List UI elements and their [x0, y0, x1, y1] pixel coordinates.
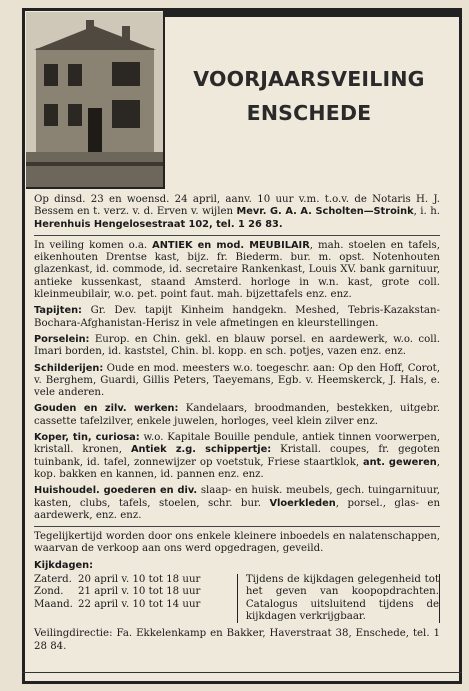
section-text2: , porsel., glas- en aardewerk, enz. enz. — [34, 497, 441, 521]
offer-text2: , mah. stoelen en tafels, eikenhouten Drentse kast, bijz. fr. Biederm. bur. m. opst. Notenhouten glazenkast, id. commode, id. secretaire Rankenkast, Louis XV. bank garnituur, antieke kussenkast, staand Amsterd. horloge in w.n. kast, grote coll. kleinmeubilair, w.o. pet. point faut. mah. bijzettafels enz. enz. — [34, 239, 440, 301]
section-paintings — [34, 363, 440, 400]
section-silver — [34, 403, 440, 428]
top-rule — [163, 8, 462, 17]
section-text: Kandelaars, broodmanden, bestekken, uitgebr. cassette tafelzilver, enkele juwelen, horloges, veel klein zilver enz. — [34, 403, 440, 427]
viewing-heading — [34, 560, 440, 572]
section-label: Porselein: — [34, 333, 90, 345]
section-text: slaap- en huisk. meubels, gech. tuingarnituur, kasten, clubs, tafels, stoelen, schr. bur. — [34, 485, 440, 509]
divider — [34, 526, 440, 527]
intro-venue: Herenhuis Hengelosestraat 102, tel. 1 26 83. — [34, 218, 283, 230]
viewing-schedule — [34, 574, 237, 623]
viewing-row — [34, 586, 237, 598]
section-label2: Vloerkleden — [269, 497, 336, 509]
section-label: Schilderijen: — [34, 362, 104, 374]
section-text: Gr. Dev. tapijt Kinheim handgekn. Meshed, Tebris-Kazakstan-Bochara-Afghanistan-Herisz in vele afmetingen en kleurstellingen. — [34, 305, 440, 329]
section-household — [34, 485, 440, 522]
section-carpets — [34, 305, 440, 330]
viewing-time: 20 april v. 10 tot 18 uur — [78, 574, 201, 586]
offer-text1: In veiling komen o.a. — [34, 239, 153, 251]
headline-line1: VOORJAARSVEILING — [193, 67, 425, 91]
viewing-time: 22 april v. 10 tot 14 uur — [78, 598, 201, 610]
house-photo — [26, 12, 165, 189]
headline — [175, 62, 443, 130]
viewing-time: 21 april v. 10 tot 18 uur — [78, 586, 201, 598]
viewing-day: Zond. — [34, 586, 64, 598]
offer-paragraph — [34, 240, 440, 301]
auction-direction: Veilingdirectie: Fa. Ekkelenkamp en Bakker, Haverstraat 38, Enschede, tel. 1 28 84. — [34, 628, 440, 652]
headline-line2: ENSCHEDE — [246, 101, 372, 125]
viewing-heading-label: Kijkdagen: — [34, 559, 93, 571]
offer-highlight: ANTIEK en mod. MEUBILAIR — [152, 239, 310, 251]
divider — [34, 235, 440, 236]
intro-text2: , i. h. — [413, 206, 441, 218]
intro-paragraph — [34, 194, 440, 231]
viewing-day: Maand. — [34, 598, 73, 610]
section-text: Europ. en Chin. gekl. en blauw porsel. en aardewerk, w.o. coll. Imari borden, id. kaststel, Chin. bl. kopp. en sch. potjes, vazen enz. enz. — [34, 333, 440, 358]
bottom-rule — [22, 672, 462, 673]
section-porcelain — [34, 334, 440, 359]
viewing-day: Zaterd. — [34, 574, 72, 586]
section-text2: Kristall. coupes, fr. gegoten tuinbank, id. tafel, zonnewijzer op voetstuk, Friese staartklok, — [34, 444, 440, 468]
viewing-info: Tijdens de kijkdagen gelegenheid tot het geven van koopopdrachten. Catalogus uitsluitend tijdens de kijkdagen verkrijgbaar. — [237, 574, 440, 623]
section-copper — [34, 432, 440, 481]
viewing-row — [34, 574, 237, 586]
viewing-row — [34, 599, 237, 611]
section-label2: Antiek z.g. schippertje: — [130, 444, 272, 456]
note-paragraph: Tegelijkertijd worden door ons enkele kleinere inboedels en nalatenschappen, waarvan de verkoop aan ons werd opgedragen, geveild. — [34, 531, 440, 555]
viewing-block — [34, 574, 440, 623]
section-text: Oude en mod. meesters w.o. toegeschr. aan: Op den Hoff, Corot, v. Berghem, Guardi, Gillis Peters, Taeyemans, Egb. v. Heemskerck, J. Hals, e. vele anderen. — [34, 362, 440, 399]
intro-text1: Op dinsd. 23 en woensd. 24 april, aanv. 10 uur v.m. t.o.v. de Notaris H. J. Bessem en t. verz. v. d. Erven v. wijlen — [34, 194, 440, 218]
section-text: w.o. Kapitale Bouille pendule, antiek tinnen voorwerpen, kristall. kronen, — [34, 432, 440, 456]
section-label3: ant. geweren — [362, 456, 437, 468]
section-label: Koper, tin, curiosa: — [34, 432, 140, 444]
ad-body — [34, 194, 440, 657]
section-label: Huishoudel. goederen en div. — [34, 485, 198, 497]
intro-heirs: Mevr. G. A. A. Scholten—Stroink — [236, 206, 414, 218]
section-label: Gouden en zilv. werken: — [34, 403, 179, 415]
section-label: Tapijten: — [34, 305, 82, 317]
section-text3: , kop. bakken en kannen, id. pannen enz. enz. — [34, 456, 440, 480]
